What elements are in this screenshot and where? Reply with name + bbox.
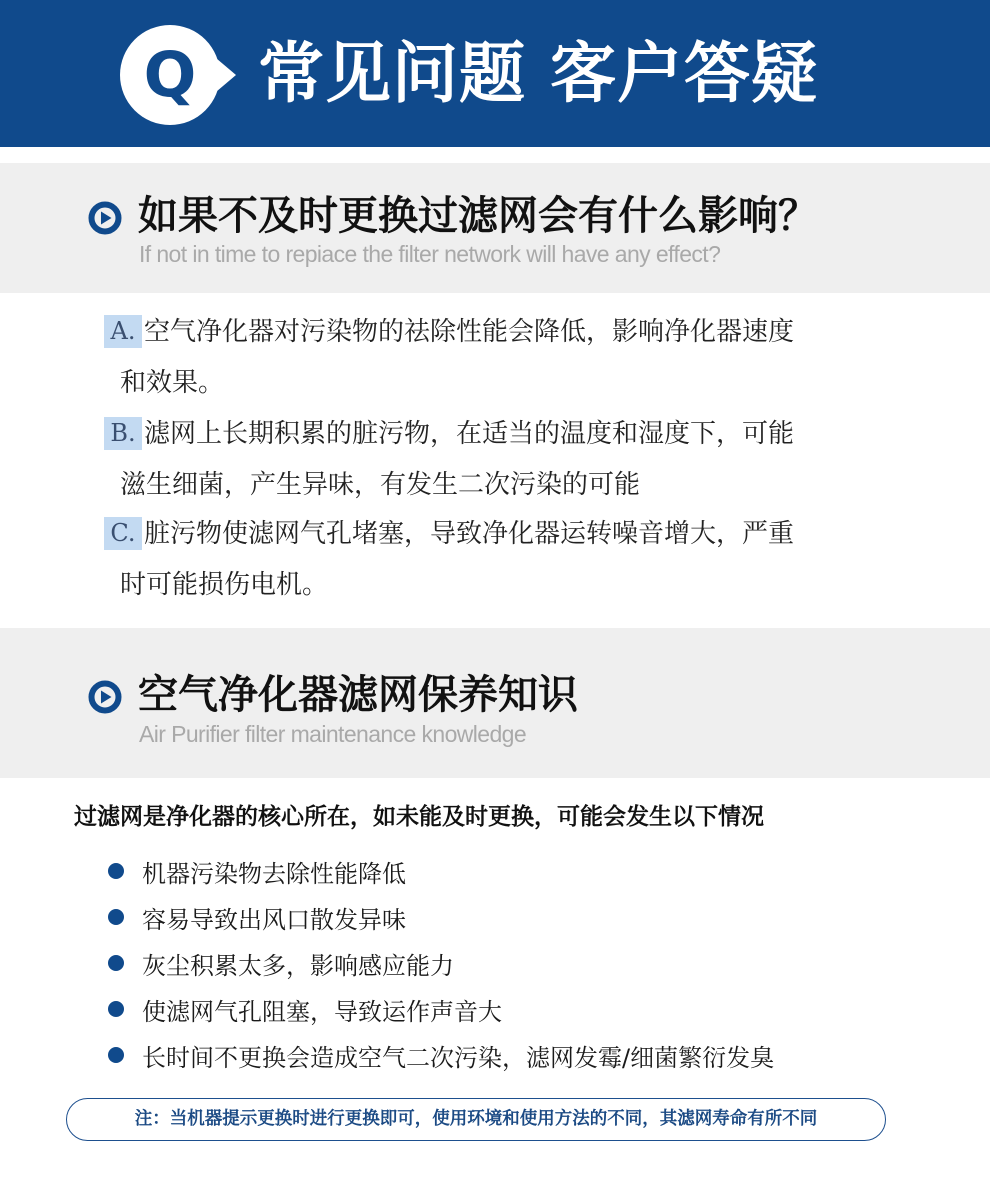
q-speech-bubble-icon [120, 25, 238, 125]
consequence-list [108, 848, 774, 1078]
answer-item-b [104, 409, 864, 511]
answer-text-continued: 和效果。 [120, 368, 225, 398]
note-pill: 注：当机器提示更换时进行更换即可，使用环境和使用方法的不同，其滤网寿命有所不同 [66, 1098, 886, 1141]
list-item-text: 使滤网气孔阻塞，导致运作声音大 [142, 997, 502, 1026]
maintenance-intro: 过滤网是净化器的核心所在，如未能及时更换，可能会发生以下情况 [74, 804, 764, 830]
list-item-text: 机器污染物去除性能降低 [142, 859, 406, 888]
bullet-dot-icon [108, 1047, 124, 1063]
answer-text: 滤网上长期积累的脏污物，在适当的温度和湿度下，可能 [144, 419, 795, 449]
answer-tag-a: A. [104, 315, 142, 348]
section2-subtitle: Air Purifier filter maintenance knowledge [139, 721, 527, 747]
answer-item-c [104, 509, 864, 611]
list-item [108, 986, 774, 1032]
section1-subtitle: If not in time to repiace the filter network will have any effect? [139, 241, 721, 267]
section2-title: 空气净化器滤网保养知识 [138, 672, 578, 718]
list-item-text: 容易导致出风口散发异味 [142, 905, 406, 934]
bullet-dot-icon [108, 863, 124, 879]
answer-text-continued: 滋生细菌，产生异味，有发生二次污染的可能 [120, 470, 641, 500]
header-banner [0, 0, 990, 147]
play-circle-icon [88, 680, 122, 714]
list-item [108, 848, 774, 894]
list-item [108, 894, 774, 940]
section1-title-band [0, 163, 990, 293]
page-title: 常见问题 客户答疑 [258, 35, 818, 112]
play-circle-icon [88, 201, 122, 235]
list-item-text: 长时间不更换会造成空气二次污染，滤网发霉/细菌繁衍发臭 [142, 1043, 775, 1072]
bullet-dot-icon [108, 909, 124, 925]
list-item [108, 1032, 774, 1078]
list-item-text: 灰尘积累太多，影响感应能力 [142, 951, 454, 980]
bullet-dot-icon [108, 1001, 124, 1017]
list-item [108, 940, 774, 986]
answer-text: 空气净化器对污染物的祛除性能会降低，影响净化器速度 [144, 317, 795, 347]
answer-item-a [104, 307, 864, 409]
answer-tag-b: B. [104, 417, 142, 450]
answer-text-continued: 时可能损伤电机。 [120, 570, 329, 600]
bullet-dot-icon [108, 955, 124, 971]
answer-text: 脏污物使滤网气孔堵塞，导致净化器运转噪音增大，严重 [144, 519, 795, 549]
answer-tag-c: C. [104, 517, 142, 550]
section2-title-band [0, 628, 990, 778]
logo-letter: Q [143, 38, 197, 111]
section1-title: 如果不及时更换过滤网会有什么影响？ [138, 193, 818, 239]
